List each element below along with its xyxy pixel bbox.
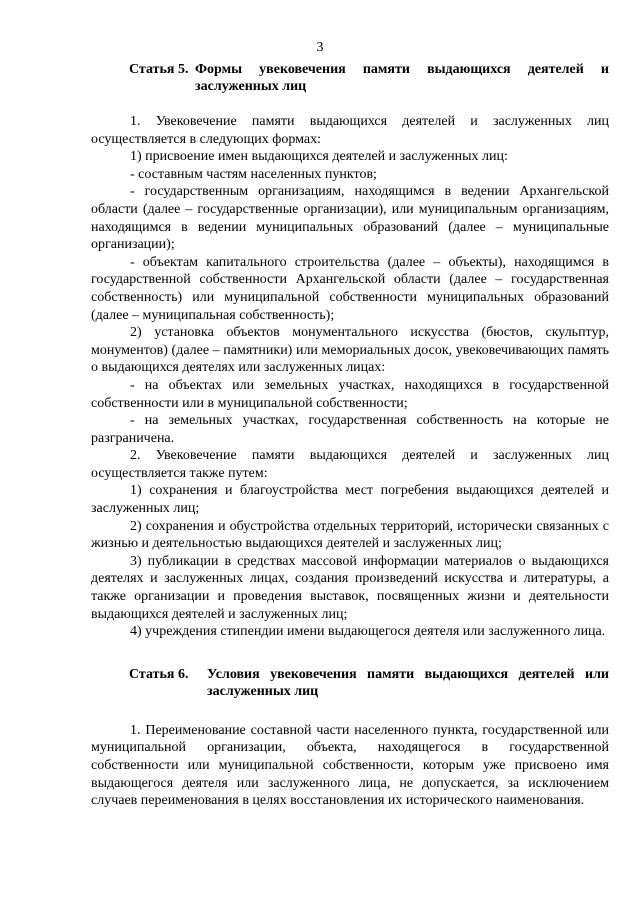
paragraph: 1. Увековечение памяти выдающихся деятелей и заслуженных лиц осуществляется в следующих формах: [91,114,609,147]
paragraph: 3) публикации в средствах массовой информации материалов о выдающихся деятелях и заслуженных лицах, создания произведений искусства и литературы, а также организации и проведения выставок, посвященных жизни и деятельности выдающихся деятелей и заслуженных лиц; [91,553,609,622]
paragraph: - составным частям населенных пунктов; [130,166,377,182]
paragraph: 1. Переименование составной части населенного пункта, государственной или муниципальной организации, объекта, находящегося в государственной собственности или муниципальной собственности, которым уже присвоено имя выдающегося деятеля или заслуженного лица, не допускается, за исключением случаев переименования в целях восстановления их исторического наименования. [91,722,609,809]
paragraph: 4) учреждения стипендии имени выдающегося деятеля или заслуженного лица. [130,624,606,640]
paragraph: - объектам капитального строительства (далее – объекты), находящимся в государственной собственности Архангельской области (далее – государственная собственность) или муниципальной собственности муниципальных образований (далее – муниципальная собственность); [91,254,609,323]
paragraph: - на земельных участках, государственная собственность на которые не разграничена. [91,413,609,446]
article-5-number: Статья 5. [129,62,189,77]
page-number: 3 [316,40,324,55]
article-6-title: Условия увековечения памяти выдающихся деятелей или заслуженных лиц [207,666,609,699]
article-5-title: Формы увековечения памяти выдающихся деятелей и заслуженных лиц [195,62,609,94]
paragraph: 1) присвоение имен выдающихся деятелей и заслуженных лиц: [130,149,508,165]
document-body [91,61,609,810]
paragraph: 2. Увековечение памяти выдающихся деятелей и заслуженных лиц осуществляется также путем: [91,448,609,481]
paragraph: - на объектах или земельных участках, находящихся в государственной собственности или в муниципальной собственности; [91,377,609,411]
article-6-heading [129,666,609,700]
paragraph: 1) сохранения и благоустройства мест погребения выдающихся деятелей и заслуженных лиц; [91,483,609,517]
article-6-number: Статья 6. [129,666,189,682]
article-5-heading [129,61,609,95]
paragraph: - государственным организациям, находящимся в ведении Архангельской области (далее – государственные организации), или муниципальным организациям, находящимся в ведении муниципальных образований (далее – муниципальные организации); [91,184,609,253]
paragraph: 2) сохранения и обустройства отдельных территорий, исторически связанных с жизнью и деятельностью выдающихся деятелей и заслуженных лиц; [91,518,609,552]
paragraph: 2) установка объектов монументального искусства (бюстов, скульптур, монументов) (далее – памятники) или мемориальных досок, увековечивающих память о выдающихся деятелях или заслуженных лицах: [91,325,609,376]
